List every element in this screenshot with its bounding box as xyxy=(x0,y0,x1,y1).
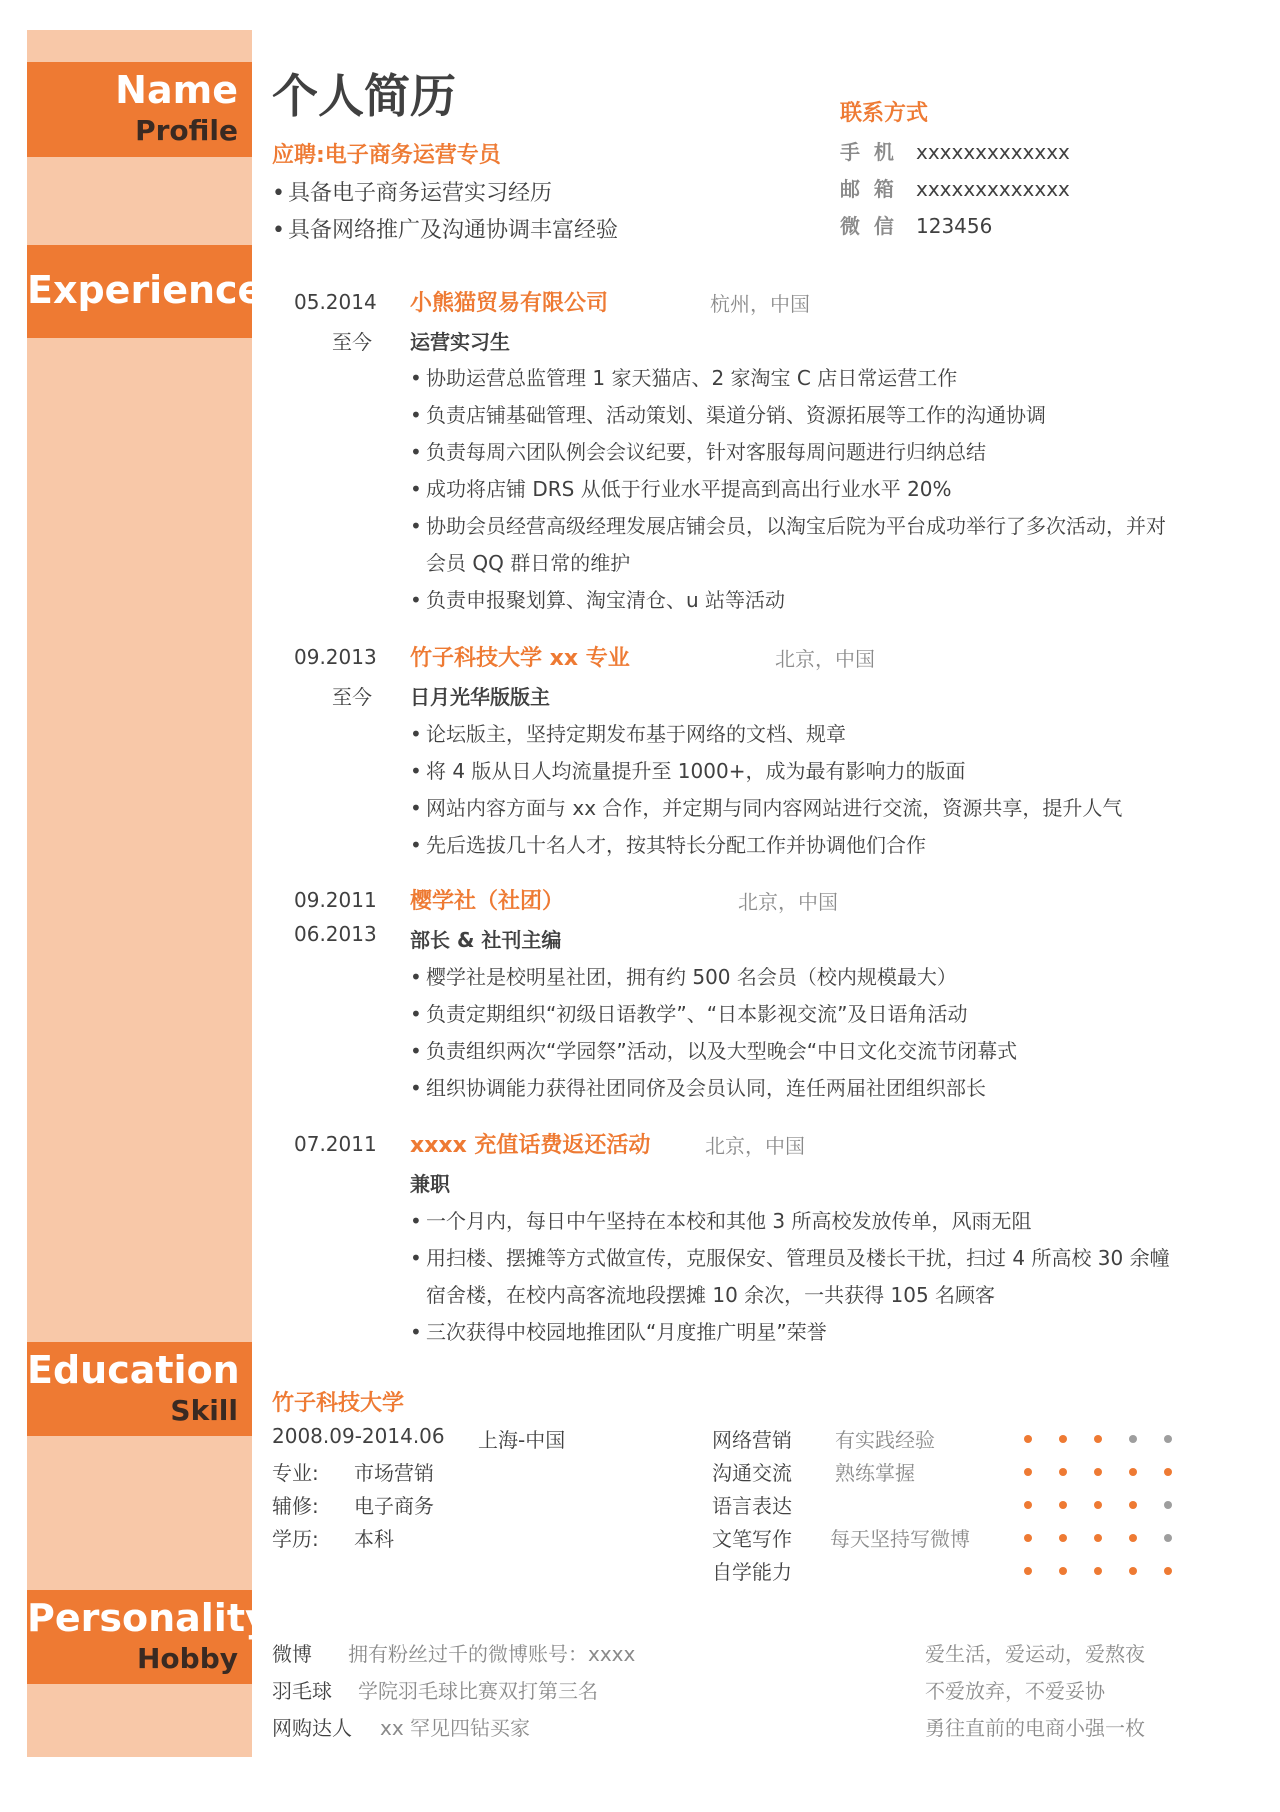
experience-bullet: • 成功将店铺 DRS 从低于行业水平提高到高出行业水平 20% xyxy=(410,473,952,502)
skill-rating-dot xyxy=(1164,1501,1172,1509)
experience-role: 兼职 xyxy=(410,1172,450,1196)
skill-note: 有实践经验 xyxy=(835,1428,935,1452)
section-title-name: Name xyxy=(115,68,238,112)
skill-rating-dot xyxy=(1059,1534,1067,1542)
experience-date-start: 09.2013 xyxy=(294,645,377,669)
experience-bullet: • 负责申报聚划算、淘宝清仓、u 站等活动 xyxy=(410,584,785,613)
skill-name: 文笔写作 xyxy=(712,1527,792,1551)
personality-trait: 不爱放弃，不爱妥协 xyxy=(925,1679,1105,1703)
experience-bullet: • 协助运营总监管理 1 家天猫店、2 家淘宝 C 店日常运营工作 xyxy=(410,362,957,391)
skill-rating-dot xyxy=(1024,1534,1032,1542)
experience-org: 竹子科技大学 xx 专业 xyxy=(410,646,630,671)
section-label-education xyxy=(27,1342,252,1436)
experience-location: 杭州，中国 xyxy=(710,292,810,316)
hobby-row: 网购达人 xx 罕见四钻买家 xyxy=(272,1716,531,1740)
section-subtitle-skill: Skill xyxy=(170,1394,238,1427)
personality-trait: 勇往直前的电商小强一枚 xyxy=(925,1716,1145,1740)
section-subtitle-hobby: Hobby xyxy=(136,1642,238,1675)
experience-date-end: 至今 xyxy=(332,685,372,709)
skill-rating-dot xyxy=(1094,1567,1102,1575)
skill-rating-dot xyxy=(1129,1567,1137,1575)
education-school: 竹子科技大学 xyxy=(272,1391,405,1416)
contact-email-value: xxxxxxxxxxxxx xyxy=(916,177,1070,201)
skill-rating-dot xyxy=(1024,1501,1032,1509)
education-major-row: 专业: 市场营销 xyxy=(272,1461,434,1485)
experience-date-start: 05.2014 xyxy=(294,290,377,314)
contact-title: 联系方式 xyxy=(840,101,929,126)
section-label-name xyxy=(27,62,252,157)
profile-highlight: • 具备网络推广及沟通协调丰富经验 xyxy=(272,213,618,244)
skill-note: 每天坚持写微博 xyxy=(830,1527,970,1551)
education-period: 2008.09-2014.06 xyxy=(272,1424,445,1448)
section-label-experience xyxy=(27,245,264,338)
experience-location: 北京，中国 xyxy=(775,647,875,671)
contact-wechat-value: 123456 xyxy=(916,214,993,238)
experience-location: 北京，中国 xyxy=(705,1134,805,1158)
experience-bullet: • 先后选拔几十名人才，按其特长分配工作并协调他们合作 xyxy=(410,829,926,858)
contact-email-label: 邮 箱 xyxy=(840,177,894,201)
experience-role: 日月光华版版主 xyxy=(410,685,550,709)
skill-rating-dot xyxy=(1094,1468,1102,1476)
experience-role: 部长 & 社刊主编 xyxy=(410,928,562,952)
experience-bullet: • 网站内容方面与 xx 合作，并定期与同内容网站进行交流，资源共享，提升人气 xyxy=(410,792,1122,821)
section-label-personality xyxy=(27,1590,270,1684)
experience-bullet: • 用扫楼、摆摊等方式做宣传，克服保安、管理员及楼长干扰，扫过 4 所高校 30 余幢 xyxy=(410,1242,1170,1271)
skill-rating-dot xyxy=(1059,1435,1067,1443)
skill-rating-dot xyxy=(1059,1501,1067,1509)
experience-bullet-continuation: 会员 QQ 群日常的维护 xyxy=(426,551,631,575)
experience-location: 北京，中国 xyxy=(738,890,838,914)
skill-rating-dot xyxy=(1129,1534,1137,1542)
experience-bullet: • 负责店铺基础管理、活动策划、渠道分销、资源拓展等工作的沟通协调 xyxy=(410,399,1046,428)
section-subtitle-profile: Profile xyxy=(135,114,238,147)
hobby-row: 微博 拥有粉丝过千的微博账号：xxxx xyxy=(272,1642,636,1666)
experience-bullet: • 三次获得中校园地推团队“月度推广明星”荣誉 xyxy=(410,1316,827,1345)
education-minor-row: 辅修: 电子商务 xyxy=(272,1494,434,1518)
experience-org: 小熊猫贸易有限公司 xyxy=(410,291,609,316)
experience-org: xxxx 充值话费返还活动 xyxy=(410,1133,651,1158)
experience-role: 运营实习生 xyxy=(410,330,510,354)
contact-wechat-row xyxy=(840,210,992,239)
skill-rating-dot xyxy=(1164,1534,1172,1542)
education-place: 上海-中国 xyxy=(478,1428,566,1452)
skill-rating-dot xyxy=(1129,1435,1137,1443)
contact-phone-value: xxxxxxxxxxxxx xyxy=(916,140,1070,164)
skill-rating-dot xyxy=(1164,1468,1172,1476)
skill-rating-dot xyxy=(1164,1435,1172,1443)
skill-rating-dot xyxy=(1059,1468,1067,1476)
skill-name: 网络营销 xyxy=(712,1428,792,1452)
experience-bullet: • 负责定期组织“初级日语教学”、“日本影视交流”及日语角活动 xyxy=(410,998,967,1027)
experience-date-start: 07.2011 xyxy=(294,1132,377,1156)
profile-highlight: • 具备电子商务运营实习经历 xyxy=(272,176,552,207)
section-title-education: Education xyxy=(27,1348,240,1392)
experience-bullet: • 樱学社是校明星社团，拥有约 500 名会员（校内规模最大） xyxy=(410,961,957,990)
education-degree-row: 学历: 本科 xyxy=(272,1527,394,1551)
contact-wechat-label: 微 信 xyxy=(840,214,894,238)
skill-rating-dot xyxy=(1024,1435,1032,1443)
skill-note: 熟练掌握 xyxy=(835,1461,915,1485)
contact-email-row xyxy=(840,173,1070,202)
experience-bullet: • 论坛版主，坚持定期发布基于网络的文档、规章 xyxy=(410,718,846,747)
experience-date-end: 至今 xyxy=(332,330,372,354)
skill-rating-dot xyxy=(1129,1468,1137,1476)
experience-bullet: • 协助会员经营高级经理发展店铺会员，以淘宝后院为平台成功举行了多次活动，并对 xyxy=(410,510,1166,539)
skill-rating-dot xyxy=(1059,1567,1067,1575)
page-title: 个人简历 xyxy=(272,69,456,123)
skill-name: 自学能力 xyxy=(712,1560,792,1584)
skill-rating-dot xyxy=(1094,1435,1102,1443)
experience-bullet: • 负责组织两次“学园祭”活动，以及大型晚会“中日文化交流节闭幕式 xyxy=(410,1035,1017,1064)
skill-rating-dot xyxy=(1024,1567,1032,1575)
experience-bullet: • 组织协调能力获得社团同侪及会员认同，连任两届社团组织部长 xyxy=(410,1072,986,1101)
contact-phone-label: 手 机 xyxy=(840,140,894,164)
skill-rating-dot xyxy=(1164,1567,1172,1575)
section-title-personality: Personality xyxy=(27,1596,270,1640)
skill-rating-dot xyxy=(1024,1468,1032,1476)
experience-date-start: 09.2011 xyxy=(294,888,377,912)
experience-bullet: • 一个月内，每日中午坚持在本校和其他 3 所高校发放传单，风雨无阻 xyxy=(410,1205,1031,1234)
skill-name: 沟通交流 xyxy=(712,1461,792,1485)
experience-date-end: 06.2013 xyxy=(294,922,377,946)
skill-name: 语言表达 xyxy=(712,1494,792,1518)
experience-org: 樱学社（社团） xyxy=(410,889,565,914)
skill-rating-dot xyxy=(1129,1501,1137,1509)
personality-trait: 爱生活，爱运动，爱熬夜 xyxy=(925,1642,1145,1666)
experience-bullet-continuation: 宿舍楼，在校内高客流地段摆摊 10 余次，一共获得 105 名顾客 xyxy=(426,1283,996,1307)
skill-rating-dot xyxy=(1094,1534,1102,1542)
section-title-experience: Experience xyxy=(27,268,264,312)
skill-rating-dot xyxy=(1094,1501,1102,1509)
experience-bullet: • 负责每周六团队例会会议纪要，针对客服每周问题进行归纳总结 xyxy=(410,436,986,465)
target-position: 应聘:电子商务运营专员 xyxy=(272,143,501,168)
contact-phone-row xyxy=(840,136,1070,165)
hobby-row: 羽毛球 学院羽毛球比赛双打第三名 xyxy=(272,1679,598,1703)
experience-bullet: • 将 4 版从日人均流量提升至 1000+，成为最有影响力的版面 xyxy=(410,755,965,784)
